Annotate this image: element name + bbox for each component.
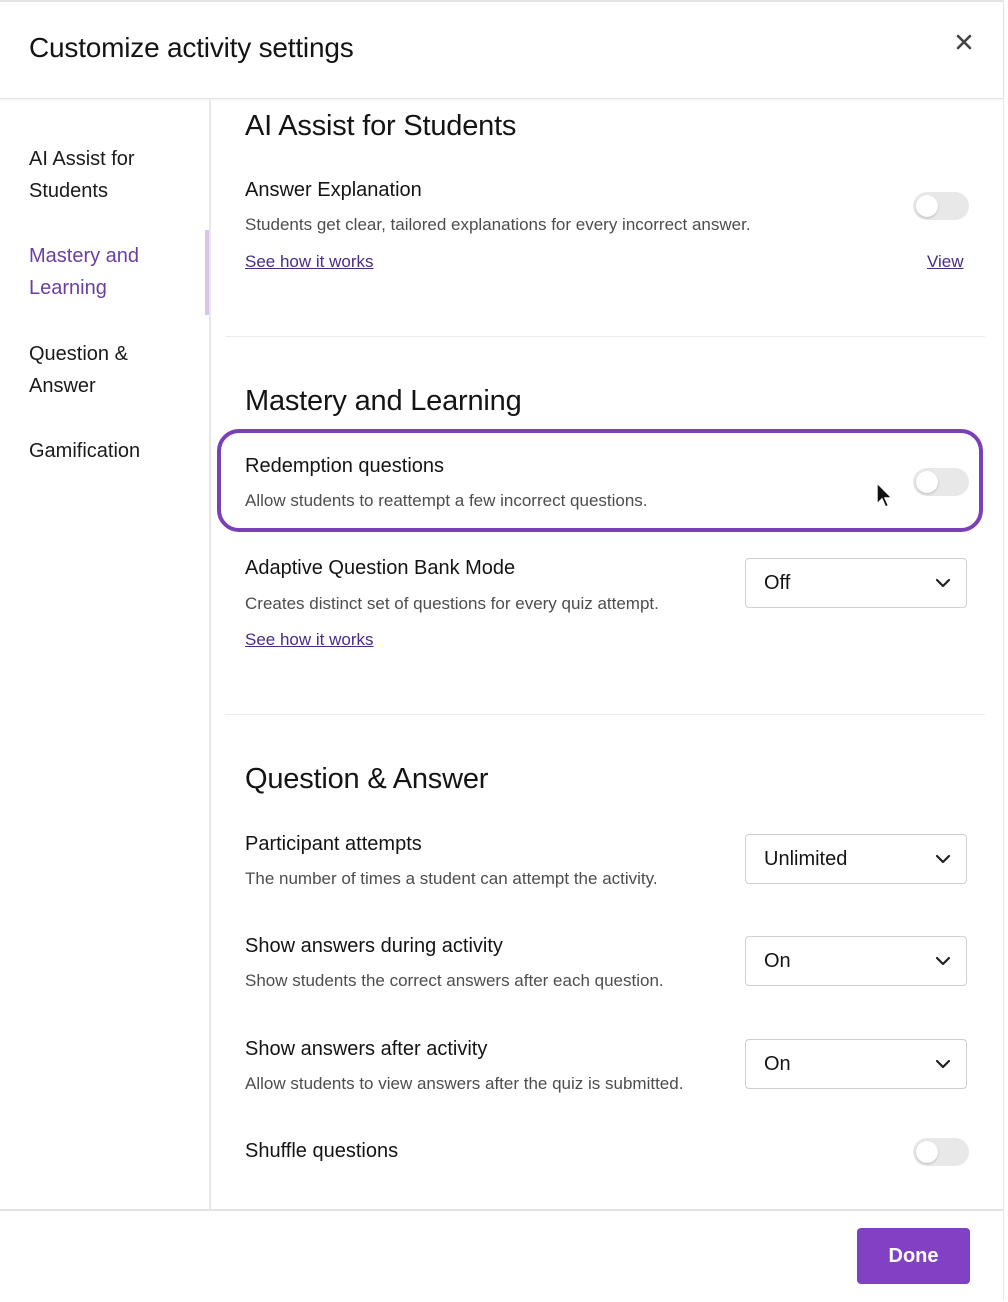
select-value: On — [764, 1053, 791, 1075]
toggle-knob — [916, 471, 938, 493]
sidebar-item-ai-assist[interactable]: AI Assist for Students — [29, 148, 135, 202]
toggle-knob — [916, 195, 938, 217]
settings-content[interactable] — [211, 98, 1003, 1209]
view-link[interactable]: View — [927, 252, 964, 271]
section-divider — [225, 714, 985, 715]
shuffle-questions-toggle[interactable] — [913, 1138, 969, 1166]
modal-footer — [0, 1209, 1003, 1302]
show-answers-after-desc: Allow students to view answers after the quiz is submitted. — [245, 1074, 684, 1093]
shuffle-questions-title: Shuffle questions — [245, 1140, 399, 1162]
see-how-it-works-link[interactable]: See how it works — [245, 252, 374, 271]
select-value: Off — [764, 572, 791, 594]
close-icon — [956, 34, 972, 50]
redemption-questions-title: Redemption questions — [245, 455, 445, 477]
mouse-cursor-icon — [875, 482, 895, 510]
see-how-it-works-link[interactable]: See how it works — [245, 630, 374, 649]
answer-explanation-desc: Students get clear, tailored explanations for every incorrect answer. — [245, 215, 751, 234]
modal-header — [0, 2, 1003, 99]
adaptive-bank-select[interactable] — [745, 558, 967, 608]
section-title-mastery: Mastery and Learning — [245, 385, 522, 417]
sidebar-item-gamification[interactable]: Gamification — [29, 440, 141, 462]
section-title-question-answer: Question & Answer — [245, 763, 489, 795]
chevron-down-icon — [934, 850, 952, 868]
redemption-questions-toggle[interactable] — [913, 468, 969, 496]
toggle-knob — [916, 1141, 938, 1163]
show-answers-during-title: Show answers during activity — [245, 935, 503, 957]
chevron-down-icon — [934, 1055, 952, 1073]
section-divider — [225, 336, 985, 337]
participant-attempts-title: Participant attempts — [245, 833, 422, 855]
chevron-down-icon — [934, 952, 952, 970]
show-answers-after-select[interactable] — [745, 1039, 967, 1089]
participant-attempts-desc: The number of times a student can attempt the activity. — [245, 869, 658, 888]
adaptive-bank-desc: Creates distinct set of questions for every quiz attempt. — [245, 594, 659, 613]
sidebar-item-mastery[interactable]: Mastery and Learning — [29, 245, 140, 299]
sidebar-nav — [0, 98, 211, 1209]
show-answers-during-select[interactable] — [745, 936, 967, 986]
modal-title: Customize activity settings — [29, 32, 354, 63]
show-answers-during-desc: Show students the correct answers after each question. — [245, 971, 664, 990]
adaptive-bank-title: Adaptive Question Bank Mode — [245, 557, 516, 579]
close-button[interactable] — [950, 28, 978, 56]
highlight-outline — [217, 429, 983, 532]
answer-explanation-toggle[interactable] — [913, 192, 969, 220]
show-answers-after-title: Show answers after activity — [245, 1038, 488, 1060]
chevron-down-icon — [934, 574, 952, 592]
select-value: On — [764, 950, 791, 972]
redemption-questions-desc: Allow students to reattempt a few incorrect questions. — [245, 491, 648, 510]
participant-attempts-select[interactable] — [745, 834, 967, 884]
select-value: Unlimited — [764, 848, 848, 870]
done-button[interactable]: Done — [857, 1228, 970, 1284]
answer-explanation-title: Answer Explanation — [245, 179, 422, 201]
sidebar-item-question-answer[interactable]: Question & Answer — [29, 343, 128, 397]
active-nav-indicator — [205, 230, 209, 315]
section-title-ai-assist: AI Assist for Students — [245, 110, 517, 142]
